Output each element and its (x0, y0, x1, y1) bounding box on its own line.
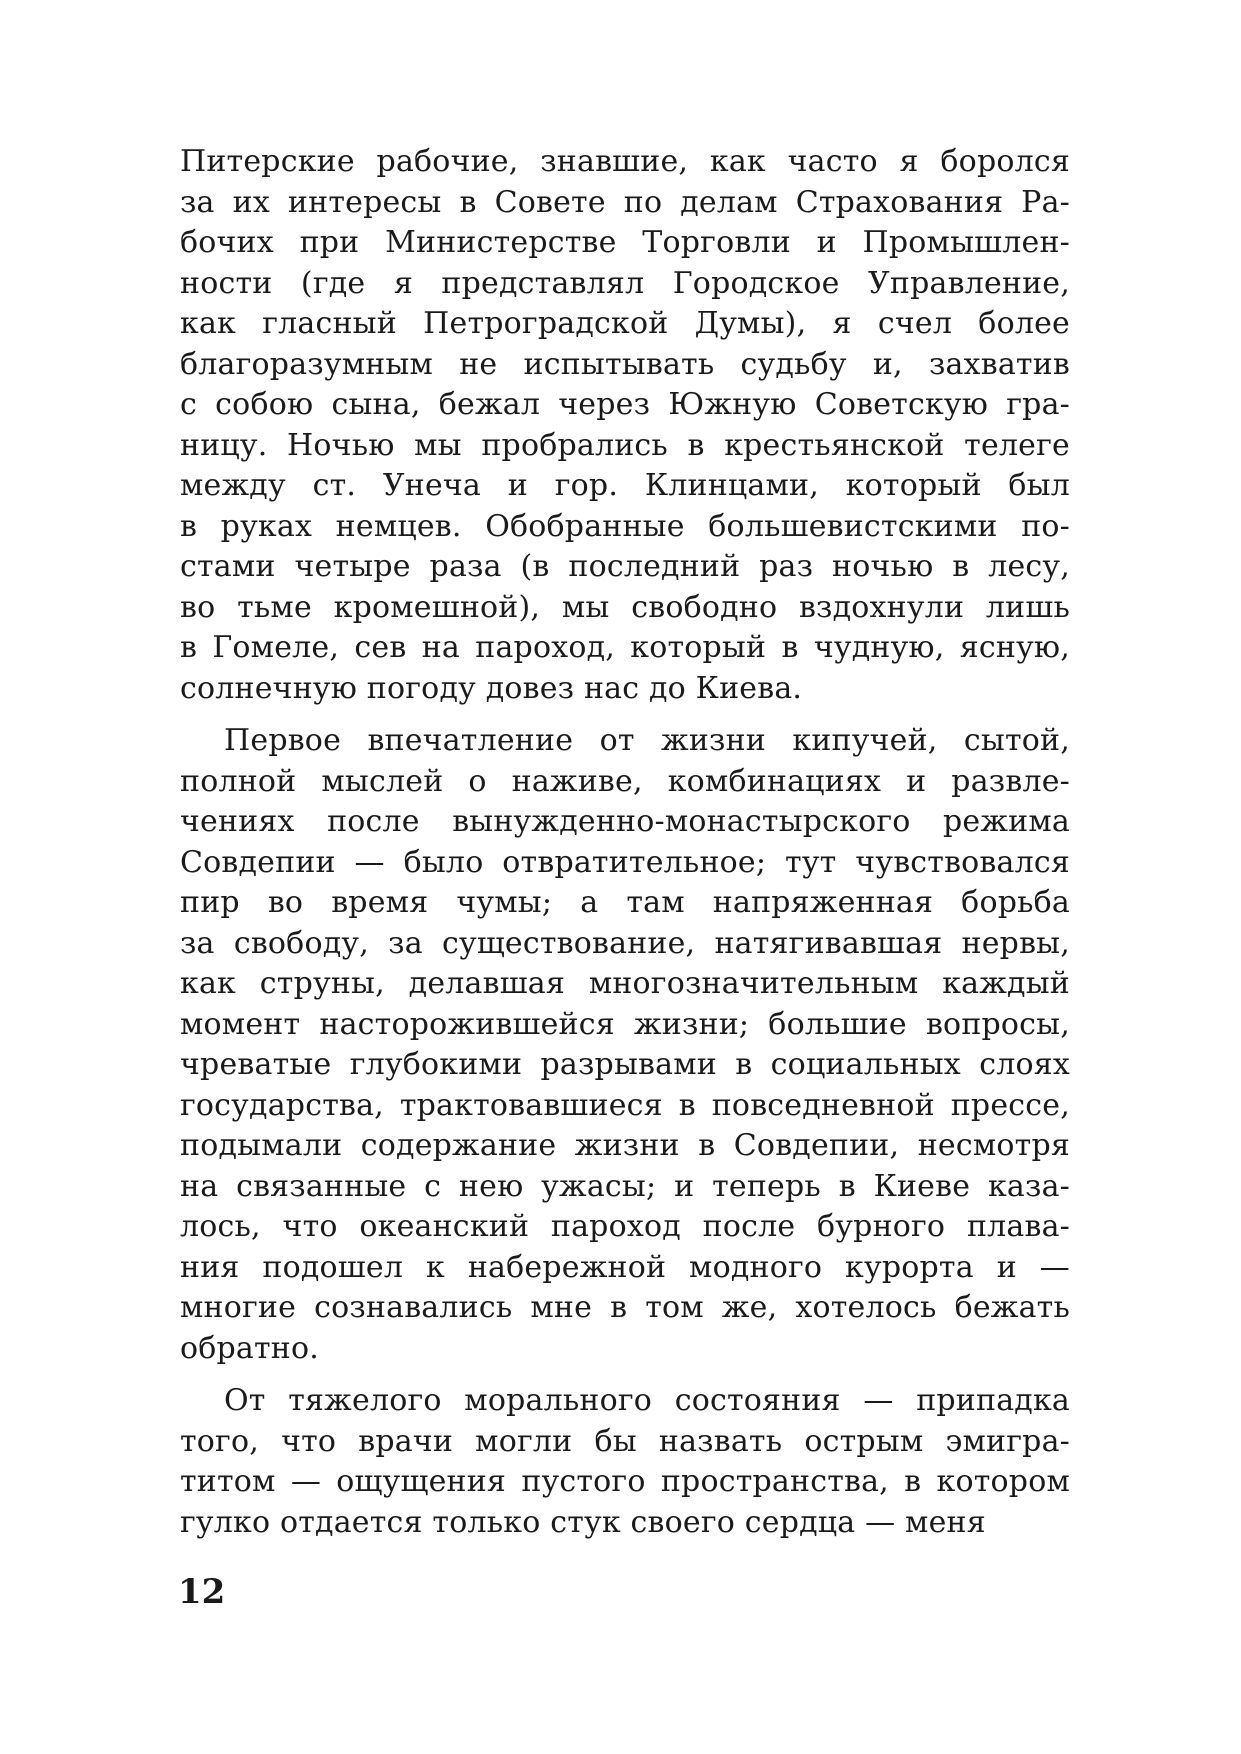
text-line: с собою сына, бежал через Южную Советскую гра- (180, 387, 1070, 422)
text-line: ния подошел к набережной модного курорта и — (180, 1249, 1070, 1285)
text-line: гулко отдается только стук своего сердца — меня (180, 1504, 986, 1540)
text-line: ности (где я представлял Городское Управление, (180, 265, 1070, 301)
text-line: полной мыслей о наживе, комбинациях и развле- (180, 763, 1070, 799)
text-line: за их интересы в Совете по делам Страхования Ра- (180, 184, 1070, 220)
text-line: многие сознавались мне в том же, хотелось бежать (180, 1290, 1070, 1325)
text-line: лось, что океанский пароход после бурного плава- (180, 1209, 1070, 1244)
text-line: пир во время чумы; а там напряженная борьба (180, 885, 1070, 920)
text-line: государства, трактовавшиеся в повседневной прессе, (180, 1087, 1070, 1123)
text-line: бочих при Министерстве Торговли и Промышлен- (180, 225, 1070, 260)
text-line: между ст. Унеча и гор. Клинцами, который был (180, 468, 1070, 503)
text-line: в руках немцев. Обобранные большевистскими по- (180, 508, 1070, 544)
text-line: Совдепии — было отвратительное; тут чувствовался (180, 844, 1070, 880)
text-line: благоразумным не испытывать судьбу и, захватив (180, 346, 1070, 382)
paragraph (180, 721, 1070, 1369)
text-line: Первое впечатление от жизни кипучей, сытой, (224, 723, 1070, 758)
text-line: на связанные с нею ужасы; и теперь в Киеве каза- (180, 1168, 1070, 1204)
text-line: обратно. (180, 1330, 320, 1366)
text-line: как струны, делавшая многозначительным каждый (180, 966, 1070, 1001)
paragraph-gap (180, 709, 1070, 721)
text-line: во тьме кромешной), мы свободно вздохнули лишь (180, 589, 1070, 625)
text-line: солнечную погоду довез нас до Киева. (180, 670, 803, 706)
text-line: в Гомеле, сев на пароход, который в чудную, ясную, (180, 630, 1070, 665)
text-line: Питерские рабочие, знавшие, как часто я боролся (180, 144, 1070, 179)
text-line: за свободу, за существование, натягивавшая нервы, (180, 925, 1070, 961)
text-line: подымали содержание жизни в Совдепии, несмотря (180, 1128, 1070, 1163)
body-text (180, 142, 1070, 1543)
text-line: титом — ощущения пустого пространства, в котором (180, 1464, 1070, 1499)
text-line: От тяжелого морального состояния — припадка (224, 1383, 1070, 1418)
text-line: того, что врачи могли бы назвать острым эмигра- (180, 1423, 1070, 1459)
paragraph (180, 1381, 1070, 1543)
text-line: стами четыре раза (в последний раз ночью в лесу, (180, 549, 1070, 584)
paragraph (180, 142, 1070, 709)
paragraph-gap (180, 1369, 1070, 1381)
text-line: чреватые глубокими разрывами в социальных слоях (180, 1047, 1070, 1082)
text-line: ницу. Ночью мы пробрались в крестьянской телеге (180, 427, 1070, 463)
page-number: 12 (178, 1572, 226, 1612)
text-line: момент насторожившейся жизни; большие вопросы, (180, 1006, 1070, 1042)
text-line: как гласный Петроградской Думы), я счел более (180, 306, 1070, 341)
text-line: чениях после вынужденно-монастырского режима (180, 804, 1070, 839)
